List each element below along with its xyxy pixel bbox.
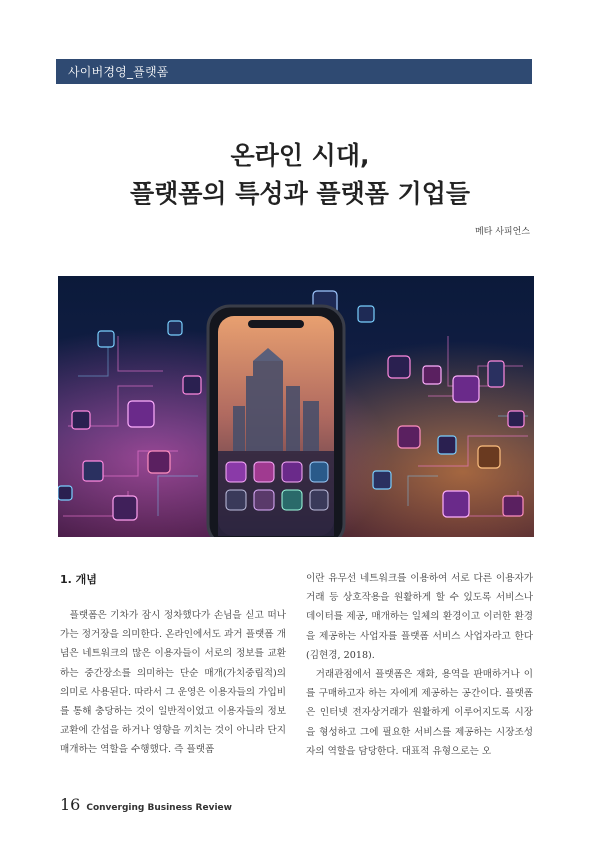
author-name: 메타 사피언스 <box>474 227 530 237</box>
hero-image <box>58 276 534 537</box>
smartphone-app-network-illustration <box>58 276 534 537</box>
category-label: 사이버경영_플랫폼 <box>68 65 169 79</box>
article-title-line1: 온라인 시대, <box>230 141 370 170</box>
article-title-line2: 플랫폼의 특성과 플랫폼 기업들 <box>129 179 471 208</box>
page-footer <box>60 795 232 814</box>
journal-name: Converging Business Review <box>86 803 232 813</box>
body-column-left <box>60 606 286 760</box>
page-number: 16 <box>60 795 81 814</box>
body-paragraph: 이란 유무선 네트워크를 이용하여 서로 다른 이용자가 거래 등 상호작용을 원활하게 할 수 있도록 서비스나 데이터를 제공, 매개하는 일체의 환경이고 이러한 환경을 제공하는 사업자를 플랫폼 서비스 사업자라고 한다(김현경, 2018). <box>306 573 533 661</box>
section-heading: 1. 개념 <box>60 573 97 586</box>
body-paragraph: 플랫폼은 기차가 잠시 정차했다가 손님을 싣고 떠나가는 정거장을 의미한다. 온라인에서도 과거 플랫폼 개념은 네트워크의 많은 이용자들이 서로의 정보를 교환하는 중간장소를 의미하는 단순 매개(가치중립적)의 의미로 사용된다. 따라서 그 운영은 이용자들의 가입비를 통해 충당하는 것이 일반적이었고 이용자들의 정보교환에 간섭을 하거나 영향을 끼치는 것이 아니라 단지 매개하는 역할을 수행했다. 즉 플랫폼 <box>60 610 286 756</box>
body-paragraph: 거래관점에서 플랫폼은 재화, 용역을 판매하거나 이를 구매하고자 하는 자에게 제공하는 공간이다. 플랫폼은 인터넷 전자상거래가 원활하게 이루어지도록 시장을 형성하고 그에 필요한 서비스를 제공하는 시장조성자의 역할을 담당한다. 대표적 유형으로는 오 <box>306 669 533 757</box>
category-bar <box>56 59 532 84</box>
body-column-right <box>306 569 533 761</box>
